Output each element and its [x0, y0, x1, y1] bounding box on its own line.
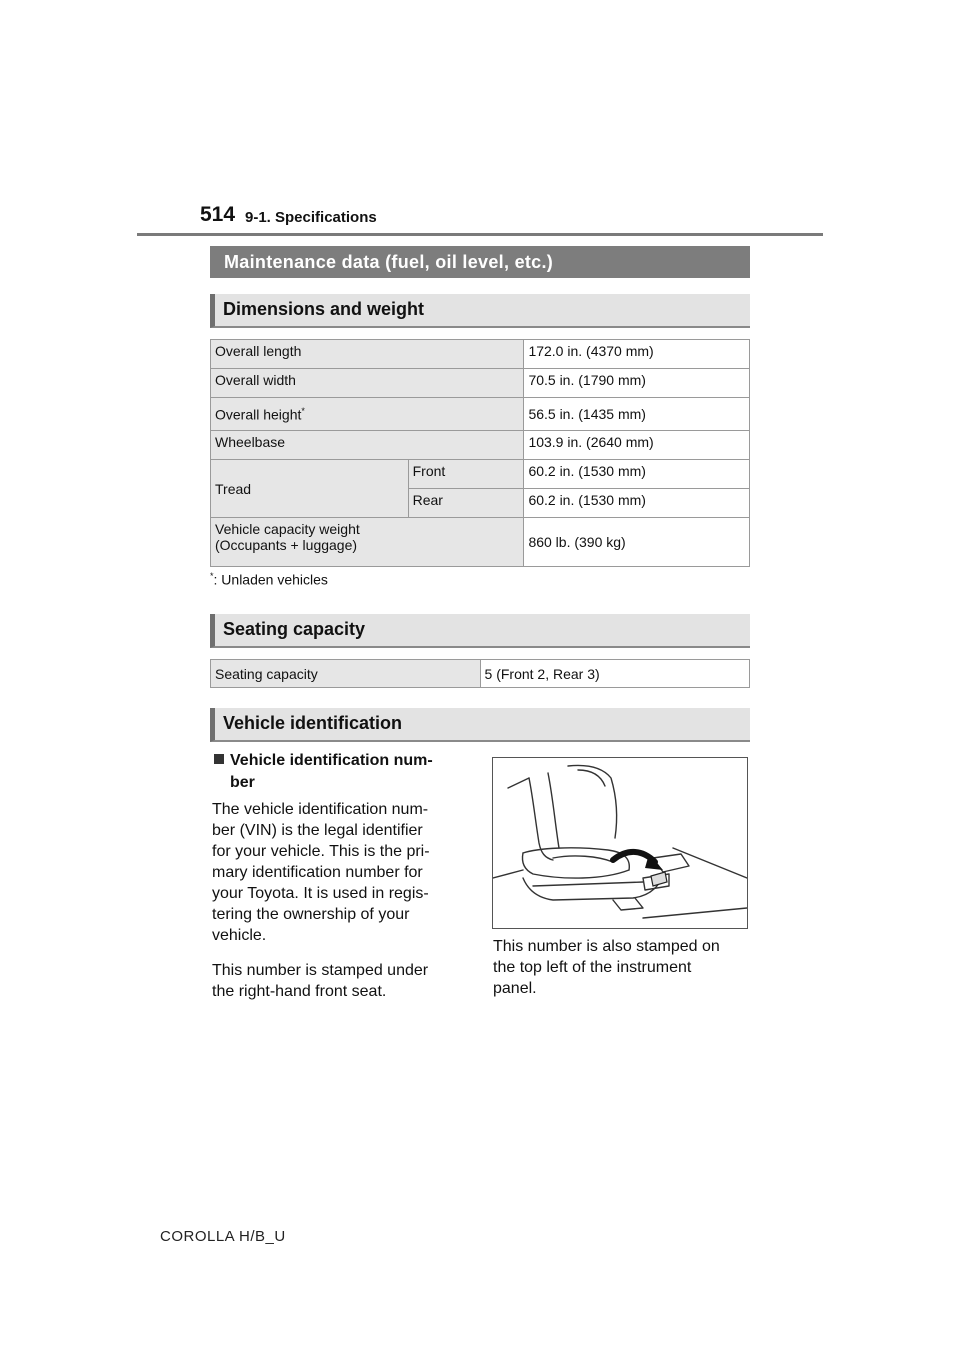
vin-subheading-line2: ber: [230, 774, 255, 791]
table-row: [211, 660, 750, 688]
capacity-weight-label: [211, 518, 524, 567]
text-line: your Toyota. It is used in regis-: [212, 885, 429, 902]
figure-caption: [493, 936, 753, 999]
seating-capacity-label: Seating capacity: [211, 660, 481, 688]
vin-location: [212, 960, 462, 1002]
tread-front-label: Front: [408, 460, 524, 489]
dimensions-table: [210, 339, 750, 567]
footer-model: COROLLA H/B_U: [160, 1228, 286, 1245]
table-row: [211, 431, 750, 460]
capacity-weight-label-line2: (Occupants + luggage): [215, 537, 358, 553]
table-row: [211, 460, 750, 489]
dimensions-heading: Dimensions and weight: [210, 294, 750, 328]
text-line: The vehicle identification num-: [212, 801, 429, 818]
footnote: [210, 571, 328, 588]
capacity-weight-label-line1: Vehicle capacity weight: [215, 521, 360, 537]
text-line: This number is also stamped on: [493, 938, 720, 955]
table-row: [211, 369, 750, 398]
seating-capacity-value: 5 (Front 2, Rear 3): [480, 660, 749, 688]
vin-subheading-line1: Vehicle identification num-: [230, 752, 433, 769]
overall-height-label-cell: [211, 398, 524, 431]
tread-label: Tread: [211, 460, 409, 518]
page-number: 514: [200, 203, 236, 226]
text-line: tering the ownership of your: [212, 906, 410, 923]
text-line: the top left of the instrument: [493, 959, 692, 976]
overall-width-label: Overall width: [211, 369, 524, 398]
footnote-text: : Unladen vehicles: [213, 571, 328, 588]
overall-width-value: 70.5 in. (1790 mm): [524, 369, 750, 398]
tread-rear-label: Rear: [408, 489, 524, 518]
tread-rear-value: 60.2 in. (1530 mm): [524, 489, 750, 518]
overall-length-value: 172.0 in. (4370 mm): [524, 340, 750, 369]
text-line: vehicle.: [212, 927, 267, 944]
capacity-weight-value: 860 lb. (390 kg): [524, 518, 750, 567]
section-banner: Maintenance data (fuel, oil level, etc.): [210, 246, 750, 278]
text-line: panel.: [493, 980, 537, 997]
text-line: mary identification number for: [212, 864, 423, 881]
seat-illustration: [492, 757, 748, 929]
tread-front-value: 60.2 in. (1530 mm): [524, 460, 750, 489]
footnote-mark: *: [301, 405, 305, 416]
wheelbase-label: Wheelbase: [211, 431, 524, 460]
table-row: [211, 340, 750, 369]
vehicle-identification-heading: Vehicle identification: [210, 708, 750, 742]
overall-length-label: Overall length: [211, 340, 524, 369]
seating-heading: Seating capacity: [210, 614, 750, 648]
wheelbase-value: 103.9 in. (2640 mm): [524, 431, 750, 460]
header-rule: [137, 233, 823, 236]
vin-description: [212, 799, 462, 946]
vin-subheading: [214, 750, 454, 794]
text-line: for your vehicle. This is the pri-: [212, 843, 430, 860]
footnote-mark: *: [210, 571, 214, 581]
seating-table: [210, 659, 750, 688]
chapter-title: 9-1. Specifications: [245, 209, 377, 226]
overall-height-value: 56.5 in. (1435 mm): [524, 398, 750, 431]
table-row: [211, 518, 750, 567]
text-line: the right-hand front seat.: [212, 983, 387, 1000]
seat-drawing: [493, 758, 747, 928]
text-line: This number is stamped under: [212, 962, 429, 979]
overall-height-label: Overall height: [215, 406, 302, 423]
square-bullet-icon: [214, 754, 224, 764]
table-row: [211, 398, 750, 431]
text-line: ber (VIN) is the legal identifier: [212, 822, 423, 839]
